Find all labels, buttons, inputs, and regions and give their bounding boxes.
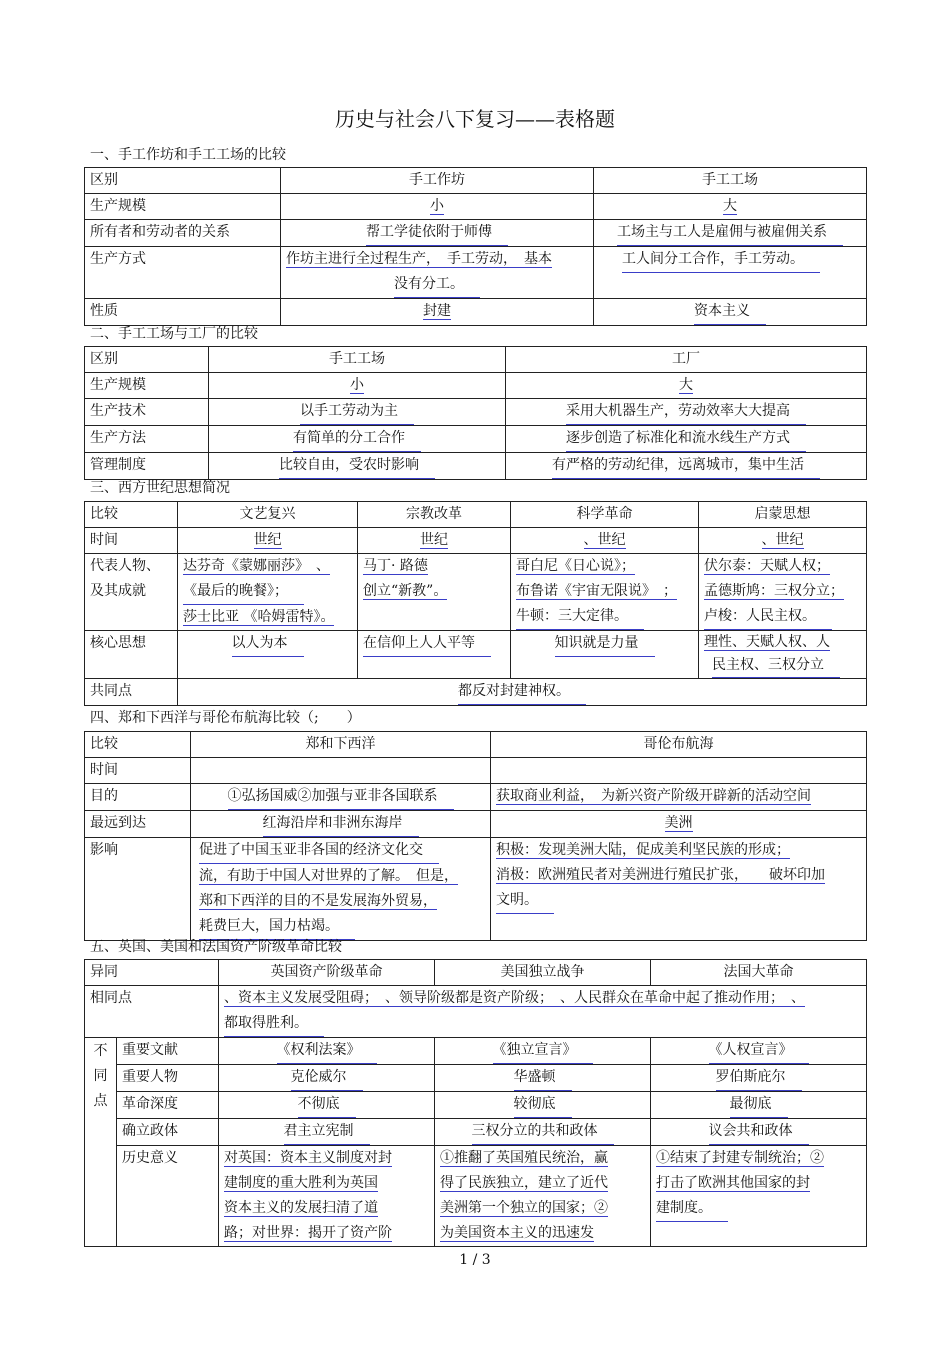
table-row xyxy=(85,631,867,679)
cell-answer: 世纪 xyxy=(253,532,282,548)
row-label: 代表人物、 xyxy=(90,558,160,574)
header-cell: 文艺复兴 xyxy=(178,502,358,528)
cell-answer: 以手工劳动为主 xyxy=(300,399,414,425)
row-label: 所有者和劳动者的关系 xyxy=(85,220,281,247)
cell-answer: 哥白尼《日心说》； xyxy=(516,558,635,574)
row-label: 管理制度 xyxy=(85,453,209,480)
cell-answer: 大 xyxy=(679,377,693,393)
table-header-row xyxy=(85,347,867,373)
table-row xyxy=(85,811,867,838)
table-header-row xyxy=(85,960,867,986)
cell-answer: 作坊主进行全过程生产， 手工劳动， 基本 xyxy=(286,251,552,267)
table-manufactory-vs-factory xyxy=(84,346,867,480)
cell-answer: 比较自由，受农时影响 xyxy=(279,453,435,479)
row-label: 生产规模 xyxy=(85,194,281,220)
cell-answer: 牛顿：三大定律。 xyxy=(516,604,644,630)
table-header-row xyxy=(85,168,867,194)
cell-answer: ①弘扬国威②加强与亚非各国联系 xyxy=(228,784,454,810)
cell-answer: 《独立宣言》 xyxy=(493,1038,593,1064)
cell-answer: 得了民族独立，建立了近代 xyxy=(440,1175,608,1191)
cell-answer: 逐步创造了标准化和流水线生产方式 xyxy=(566,426,806,452)
cell-answer: 《人权宣言》 xyxy=(709,1038,809,1064)
row-label: 时间 xyxy=(85,528,178,554)
table-row xyxy=(85,299,867,326)
cell-answer: 马丁· 路德 xyxy=(363,558,428,574)
cell-answer: 罗伯斯庇尔 xyxy=(716,1065,802,1091)
header-cell: 比较 xyxy=(85,502,178,528)
header-cell: 美国独立战争 xyxy=(435,960,651,986)
cell-answer: 议会共和政体 xyxy=(709,1119,809,1145)
cell-answer: 积极：发现美洲大陆，促成美利坚民族的形成； xyxy=(496,842,790,858)
cell-answer: 华盛顿 xyxy=(514,1065,572,1091)
cell-answer: 莎士比亚 《哈姆雷特》。 xyxy=(183,609,335,625)
cell-answer: 封建 xyxy=(423,303,451,319)
table-row xyxy=(85,220,867,247)
table-row xyxy=(85,373,867,399)
cell-answer: 消极：欧洲殖民者对美洲进行殖民扩张， 破坏印加 xyxy=(496,867,825,883)
cell-answer: 耗费巨大，国力枯竭。 xyxy=(199,914,355,940)
cell-answer: 流，有助于中国人对世界的了解。 但是， xyxy=(199,868,458,884)
table-row xyxy=(85,679,867,706)
row-label: 革命深度 xyxy=(117,1092,219,1119)
cell-answer: 不彻底 xyxy=(298,1092,356,1118)
table-row xyxy=(85,838,867,941)
cell-answer: 工场主与工人是雇佣与被雇佣关系 xyxy=(617,220,843,246)
cell-answer: 达芬奇《蒙娜丽莎》 、 xyxy=(183,558,330,574)
cell-answer: ①推翻了英国殖民统治，赢 xyxy=(440,1150,608,1166)
cell-answer: 建制度的重大胜利为英国 xyxy=(224,1175,378,1191)
cell-answer: 美洲 xyxy=(664,815,693,831)
cell-answer: 君主立宪制 xyxy=(284,1119,370,1145)
cell-answer: 促进了中国玉亚非各国的经济文化交 xyxy=(199,838,439,864)
cell-answer: 都取得胜利。 xyxy=(224,1011,324,1037)
cell-answer: 获取商业利益， 为新兴资产阶级开辟新的活动空间 xyxy=(496,788,811,804)
cell-answer: 《最后的晚餐》； xyxy=(183,579,304,605)
header-cell: 手工作坊 xyxy=(281,168,594,194)
cell-answer: 伏尔泰：天赋人权； xyxy=(704,558,830,574)
table-row xyxy=(85,554,867,631)
cell-answer: 郑和下西洋的目的不是发展海外贸易， xyxy=(199,893,437,909)
table-row xyxy=(85,1065,867,1092)
table-row xyxy=(85,247,867,299)
table-row xyxy=(85,453,867,480)
row-label: 重要文献 xyxy=(117,1038,219,1065)
section-2-heading: 二、手工工场与工厂的比较 xyxy=(90,326,258,342)
header-cell: 郑和下西洋 xyxy=(191,732,491,758)
table-row xyxy=(85,784,867,811)
cell-answer: 《权利法案》 xyxy=(277,1038,377,1064)
differences-char: 同 xyxy=(93,1068,108,1084)
table-workshop-vs-manufactory xyxy=(84,167,867,326)
row-label: 生产技术 xyxy=(85,399,209,426)
header-cell: 哥伦布航海 xyxy=(491,732,867,758)
cell-answer: 、世纪 xyxy=(583,532,626,548)
header-cell: 手工工场 xyxy=(594,168,867,194)
cell-answer: 资本主义 xyxy=(694,299,766,325)
table-bourgeois-revolutions xyxy=(84,959,867,1247)
differences-char: 不 xyxy=(93,1043,108,1059)
table-header-row xyxy=(85,732,867,758)
cell-answer: 有严格的劳动纪律，远离城市，集中生活 xyxy=(552,453,820,479)
cell-answer: 布鲁诺《宇宙无限说》 ； xyxy=(516,583,677,599)
table-row xyxy=(85,758,867,784)
cell-answer: 为美国资本主义的迅速发 xyxy=(440,1225,594,1241)
header-cell: 法国大革命 xyxy=(651,960,867,986)
cell-answer: 以人为本 xyxy=(232,631,304,657)
page-title: 历史与社会八下复习——表格题 xyxy=(335,107,615,131)
table-row xyxy=(85,1092,867,1119)
table-row xyxy=(85,1146,867,1247)
cell-answer: 理性、天赋人权、人 xyxy=(704,634,830,650)
row-label: 历史意义 xyxy=(117,1146,219,1247)
cell-answer: 克伦威尔 xyxy=(291,1065,363,1091)
section-4-heading: 四、郑和下西洋与哥伦布航海比较（; ） xyxy=(90,710,361,726)
section-3-heading: 三、西方世纪思想简况 xyxy=(90,480,230,496)
table-row xyxy=(85,399,867,426)
header-cell: 工厂 xyxy=(506,347,867,373)
cell-answer: 打击了欧洲其他国家的封 xyxy=(656,1175,810,1191)
row-label: 核心思想 xyxy=(85,631,178,679)
cell-answer: 都反对封建神权。 xyxy=(458,679,586,705)
header-cell: 宗教改革 xyxy=(358,502,511,528)
cell-answer: 资本主义的发展扫清了道 xyxy=(224,1200,378,1216)
row-label: 影响 xyxy=(85,838,191,941)
table-zhenghe-vs-columbus xyxy=(84,731,867,941)
cell-answer: 、世纪 xyxy=(761,532,804,548)
page-number: 1 / 3 xyxy=(459,1252,491,1268)
table-row xyxy=(85,194,867,220)
cell-answer: 、资本主义发展受阻碍； 、领导阶级都是资产阶级； 、人民群众在革命中起了推动作用； 、 xyxy=(224,990,805,1006)
table-row xyxy=(85,986,867,1038)
cell-answer: 小 xyxy=(430,198,444,214)
cell-answer: 卢梭：人民主权。 xyxy=(704,604,832,630)
row-label: 最远到达 xyxy=(85,811,191,838)
cell-answer: 知识就是力量 xyxy=(555,631,655,657)
cell-answer: 孟德斯鸠：三权分立； xyxy=(704,583,844,599)
row-label: 及其成就 xyxy=(90,583,146,599)
table-row xyxy=(85,1119,867,1146)
cell-answer: 三权分立的共和政体 xyxy=(472,1119,614,1145)
row-label: 生产规模 xyxy=(85,373,209,399)
cell-answer: 没有分工。 xyxy=(394,272,480,298)
header-cell: 区别 xyxy=(85,347,209,373)
row-label: 生产方式 xyxy=(85,247,281,299)
cell-answer: 路；对世界：揭开了资产阶 xyxy=(224,1225,392,1241)
row-label: 相同点 xyxy=(85,986,219,1038)
cell-answer: 建制度。 xyxy=(656,1196,728,1222)
cell-answer: 帮工学徒依附于师傅 xyxy=(366,220,508,246)
cell-answer: 世纪 xyxy=(420,532,448,548)
cell-answer: 最彻底 xyxy=(730,1092,788,1118)
row-label: 生产方法 xyxy=(85,426,209,453)
cell-answer: 有简单的分工合作 xyxy=(293,426,421,452)
header-cell: 科学革命 xyxy=(511,502,699,528)
differences-char: 点 xyxy=(93,1093,108,1109)
cell-answer: 采用大机器生产，劳动效率大大提高 xyxy=(566,399,806,425)
cell-answer: 对英国：资本主义制度对封 xyxy=(224,1150,392,1166)
table-header-row xyxy=(85,502,867,528)
cell-answer: 红海沿岸和非洲东海岸 xyxy=(263,811,419,837)
cell-answer: 在信仰上人人平等 xyxy=(363,631,491,657)
header-cell: 异同 xyxy=(85,960,219,986)
row-label: 确立政体 xyxy=(117,1119,219,1146)
row-label: 性质 xyxy=(85,299,281,326)
cell-answer: 较彻底 xyxy=(514,1092,572,1118)
cell-answer: 民主权、三权分立 xyxy=(712,654,840,678)
cell-answer: 美洲第一个独立的国家；② xyxy=(440,1200,608,1216)
section-1-heading: 一、手工作坊和手工工场的比较 xyxy=(90,147,286,163)
row-label: 目的 xyxy=(85,784,191,811)
cell-answer: ①结束了封建专制统治；② xyxy=(656,1150,824,1166)
header-cell: 启蒙思想 xyxy=(699,502,867,528)
header-cell: 手工工场 xyxy=(209,347,506,373)
header-cell: 区别 xyxy=(85,168,281,194)
table-row xyxy=(85,426,867,453)
row-label: 时间 xyxy=(85,758,191,784)
header-cell: 英国资产阶级革命 xyxy=(219,960,435,986)
cell-answer: 小 xyxy=(350,377,364,393)
cell-answer: 创立“新教”。 xyxy=(363,583,448,599)
cell-answer: 大 xyxy=(723,198,737,214)
cell-answer: 文明。 xyxy=(496,888,554,914)
header-cell: 比较 xyxy=(85,732,191,758)
table-row xyxy=(85,1038,867,1065)
row-label: 重要人物 xyxy=(117,1065,219,1092)
table-western-thought xyxy=(84,501,867,706)
row-label: 共同点 xyxy=(85,679,178,706)
cell-answer: 工人间分工合作，手工劳动。 xyxy=(622,247,820,273)
table-row xyxy=(85,528,867,554)
section-5-heading: 五、英国、美国和法国资产阶级革命比较 xyxy=(90,939,342,955)
differences-label xyxy=(85,1038,117,1247)
